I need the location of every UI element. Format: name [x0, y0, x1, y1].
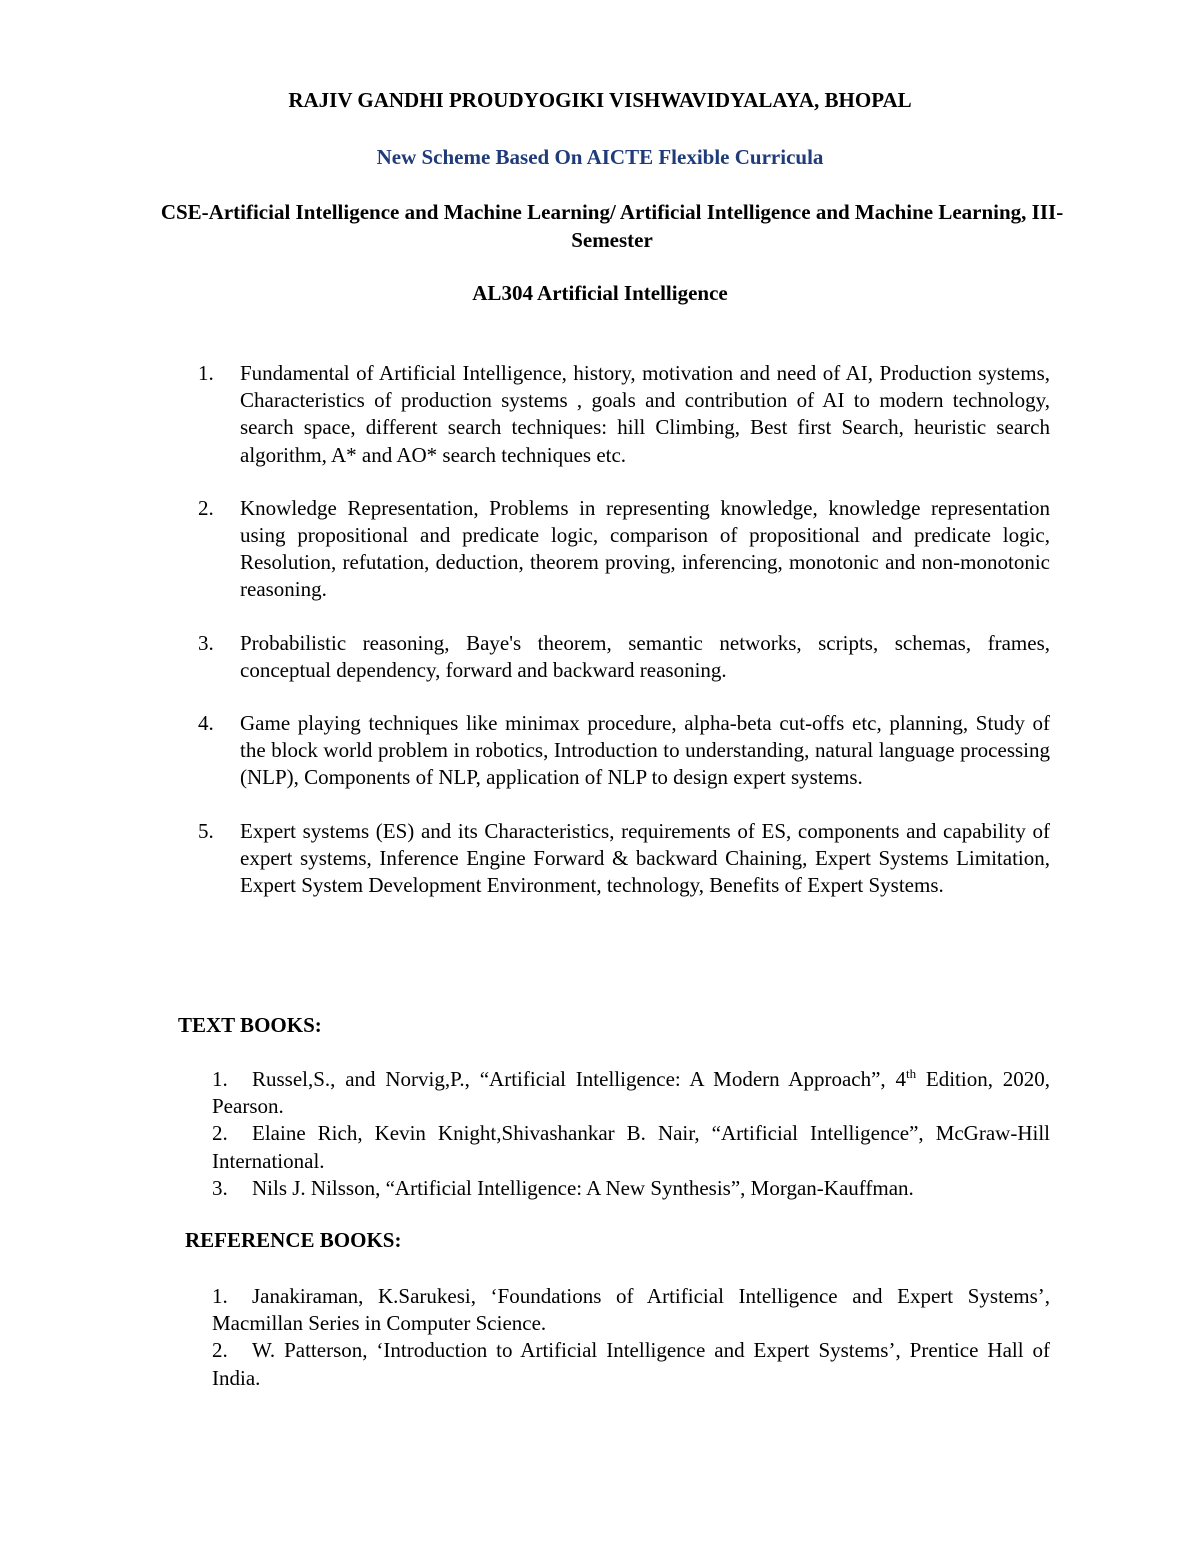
text-book-item: [212, 1120, 1050, 1174]
book-number: 1.: [212, 1284, 228, 1308]
superscript: th: [905, 1066, 917, 1081]
unit-item: [198, 360, 1050, 469]
unit-item: [198, 818, 1050, 900]
text-books-list: [212, 1066, 1050, 1202]
reference-books-heading: REFERENCE BOOKS:: [185, 1228, 402, 1252]
units-list: [198, 360, 1050, 925]
unit-number: 5.: [198, 818, 214, 843]
book-text-tail: Edition, 2020, Pearson.: [212, 1067, 1050, 1119]
unit-text: Knowledge Representation, Problems in representing knowledge, knowledge representation using propositional and predicate logic, comparison of propositional and predicate logic, Resolution, refutation, deduction, theorem proving, inferencing, monotonic and non-monotonic reasoning.: [240, 495, 1050, 602]
book-text: W. Patterson, ‘Introduction to Artificial Intelligence and Expert Systems’, Prentice Hall of India.: [212, 1338, 1050, 1390]
program-title: CSE-Artificial Intelligence and Machine Learning/ Artificial Intelligence and Machine Learning, III-Semester: [160, 200, 1064, 252]
text-book-item: [212, 1066, 1050, 1120]
unit-number: 4.: [198, 711, 214, 736]
book-number: 2.: [212, 1338, 228, 1363]
reference-books-list: [212, 1283, 1050, 1392]
text-books-heading: TEXT BOOKS:: [178, 1013, 322, 1037]
unit-item: [198, 630, 1050, 684]
course-title: AL304 Artificial Intelligence: [472, 281, 728, 305]
unit-text: Probabilistic reasoning, Baye's theorem, semantic networks, scripts, schemas, frames, conceptual dependency, forward and backward reasoning.: [240, 630, 1050, 682]
scheme-subtitle: New Scheme Based On AICTE Flexible Curricula: [376, 145, 824, 169]
reference-book-item: [212, 1337, 1050, 1391]
unit-number: 2.: [198, 495, 214, 520]
unit-number: 1.: [198, 361, 214, 385]
book-number: 1.: [212, 1067, 228, 1091]
book-text: Elaine Rich, Kevin Knight,Shivashankar B. Nair, “Artificial Intelligence”, McGraw-Hill International.: [212, 1121, 1050, 1173]
book-text: Russel,S., and Norvig,P., “Artificial Intelligence: A Modern Approach”, 4: [252, 1067, 906, 1091]
book-number: 2.: [212, 1121, 228, 1146]
unit-text: Fundamental of Artificial Intelligence, history, motivation and need of AI, Production systems, Characteristics of production systems , goals and contribution of AI to modern technology, search space, different search techniques: hill Climbing, Best first Search, heuristic search algorithm, A* and AO* search techniques etc.: [240, 361, 1050, 467]
reference-book-item: [212, 1283, 1050, 1337]
unit-item: [198, 495, 1050, 604]
text-book-item: [212, 1175, 1050, 1202]
university-title: RAJIV GANDHI PROUDYOGIKI VISHWAVIDYALAYA, BHOPAL: [288, 88, 912, 112]
book-text: Janakiraman, K.Sarukesi, ‘Foundations of Artificial Intelligence and Expert Systems’, Macmillan Series in Computer Science.: [212, 1284, 1050, 1336]
book-number: 3.: [212, 1175, 228, 1200]
unit-number: 3.: [198, 630, 214, 655]
unit-item: [198, 710, 1050, 792]
unit-text: Game playing techniques like minimax procedure, alpha-beta cut-offs etc, planning, Study of the block world problem in robotics, Introduction to understanding, natural language processing (NLP), Components of NLP, application of NLP to design expert systems.: [240, 711, 1050, 790]
book-text: Nils J. Nilsson, “Artificial Intelligence: A New Synthesis”, Morgan-Kauffman.: [252, 1175, 914, 1200]
unit-text: Expert systems (ES) and its Characteristics, requirements of ES, components and capability of expert systems, Inference Engine Forward & backward Chaining, Expert Systems Limitation, Expert System Development Environment, technology, Benefits of Expert Systems.: [240, 818, 1050, 898]
